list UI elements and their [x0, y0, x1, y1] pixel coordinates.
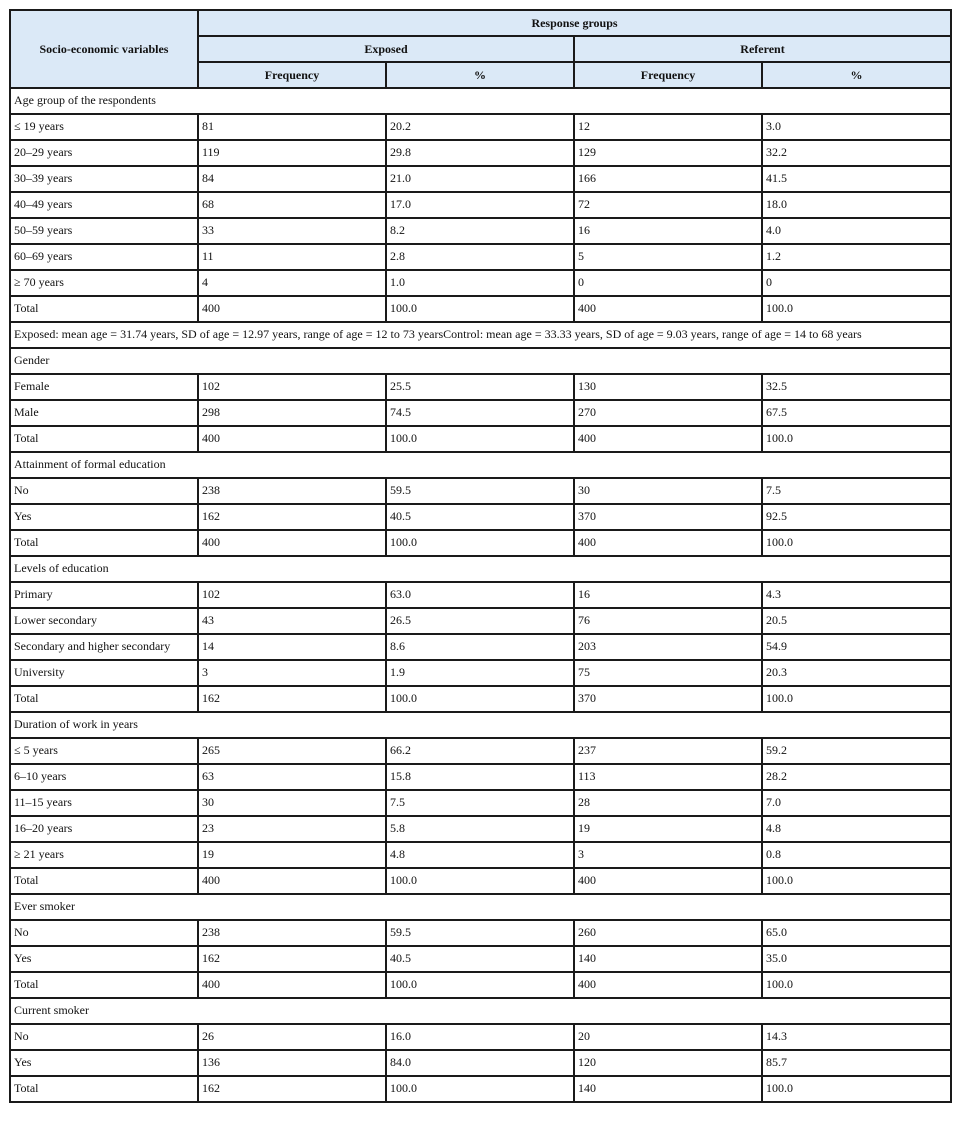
referent-percent-cell: 65.0 — [762, 920, 951, 946]
exposed-frequency-cell: 30 — [198, 790, 386, 816]
exposed-frequency-cell: 43 — [198, 608, 386, 634]
exposed-percent-cell: 66.2 — [386, 738, 574, 764]
table-row — [10, 920, 951, 946]
table-row — [10, 738, 951, 764]
referent-percent-header: % — [762, 62, 951, 88]
exposed-percent-cell: 15.8 — [386, 764, 574, 790]
table-row — [10, 244, 951, 270]
exposed-frequency-cell: 63 — [198, 764, 386, 790]
exposed-frequency-header: Frequency — [198, 62, 386, 88]
table-row — [10, 816, 951, 842]
exposed-frequency-cell: 14 — [198, 634, 386, 660]
section-title-row — [10, 998, 951, 1024]
referent-header: Referent — [574, 36, 951, 62]
referent-percent-cell: 85.7 — [762, 1050, 951, 1076]
row-label: 30–39 years — [10, 166, 198, 192]
table-row — [10, 504, 951, 530]
referent-percent-cell: 100.0 — [762, 972, 951, 998]
exposed-percent-cell: 63.0 — [386, 582, 574, 608]
referent-frequency-cell: 237 — [574, 738, 762, 764]
referent-percent-cell: 18.0 — [762, 192, 951, 218]
referent-frequency-cell: 72 — [574, 192, 762, 218]
exposed-percent-cell: 2.8 — [386, 244, 574, 270]
referent-percent-cell: 100.0 — [762, 1076, 951, 1102]
referent-frequency-cell: 370 — [574, 686, 762, 712]
referent-percent-cell: 32.5 — [762, 374, 951, 400]
table-row — [10, 530, 951, 556]
table-row — [10, 270, 951, 296]
table-body — [10, 88, 951, 1102]
exposed-percent-cell: 5.8 — [386, 816, 574, 842]
table-row — [10, 1024, 951, 1050]
exposed-frequency-cell: 81 — [198, 114, 386, 140]
row-label: 11–15 years — [10, 790, 198, 816]
referent-percent-cell: 1.2 — [762, 244, 951, 270]
section-title-row — [10, 556, 951, 582]
referent-percent-cell: 14.3 — [762, 1024, 951, 1050]
section-title: Ever smoker — [10, 894, 951, 920]
exposed-percent-cell: 21.0 — [386, 166, 574, 192]
exposed-frequency-cell: 102 — [198, 374, 386, 400]
referent-percent-cell: 4.0 — [762, 218, 951, 244]
referent-frequency-cell: 203 — [574, 634, 762, 660]
exposed-percent-cell: 100.0 — [386, 868, 574, 894]
exposed-percent-cell: 74.5 — [386, 400, 574, 426]
table-row — [10, 1076, 951, 1102]
exposed-percent-cell: 59.5 — [386, 920, 574, 946]
referent-percent-cell: 92.5 — [762, 504, 951, 530]
table-row — [10, 972, 951, 998]
referent-frequency-cell: 75 — [574, 660, 762, 686]
exposed-frequency-cell: 19 — [198, 842, 386, 868]
exposed-percent-cell: 1.9 — [386, 660, 574, 686]
exposed-frequency-cell: 136 — [198, 1050, 386, 1076]
response-groups-header: Response groups — [198, 10, 951, 36]
exposed-frequency-cell: 119 — [198, 140, 386, 166]
table-row — [10, 140, 951, 166]
exposed-frequency-cell: 265 — [198, 738, 386, 764]
referent-frequency-cell: 113 — [574, 764, 762, 790]
exposed-frequency-cell: 400 — [198, 530, 386, 556]
section-title: Current smoker — [10, 998, 951, 1024]
exposed-percent-cell: 59.5 — [386, 478, 574, 504]
row-label: Total — [10, 686, 198, 712]
row-label: No — [10, 478, 198, 504]
exposed-frequency-cell: 3 — [198, 660, 386, 686]
referent-percent-cell: 4.8 — [762, 816, 951, 842]
referent-frequency-cell: 19 — [574, 816, 762, 842]
referent-frequency-cell: 3 — [574, 842, 762, 868]
referent-percent-cell: 28.2 — [762, 764, 951, 790]
exposed-percent-cell: 40.5 — [386, 504, 574, 530]
row-label: 50–59 years — [10, 218, 198, 244]
referent-percent-cell: 35.0 — [762, 946, 951, 972]
referent-frequency-cell: 30 — [574, 478, 762, 504]
referent-frequency-cell: 140 — [574, 946, 762, 972]
row-label: Yes — [10, 946, 198, 972]
referent-percent-cell: 54.9 — [762, 634, 951, 660]
referent-percent-cell: 41.5 — [762, 166, 951, 192]
table-header — [10, 10, 951, 88]
referent-frequency-cell: 166 — [574, 166, 762, 192]
table-row — [10, 1050, 951, 1076]
row-label: ≤ 5 years — [10, 738, 198, 764]
table-row — [10, 660, 951, 686]
exposed-frequency-cell: 33 — [198, 218, 386, 244]
referent-percent-cell: 4.3 — [762, 582, 951, 608]
referent-percent-cell: 59.2 — [762, 738, 951, 764]
socio-economic-table — [9, 9, 952, 1103]
referent-frequency-cell: 140 — [574, 1076, 762, 1102]
row-label: Yes — [10, 1050, 198, 1076]
row-label: Primary — [10, 582, 198, 608]
referent-frequency-cell: 400 — [574, 530, 762, 556]
exposed-percent-cell: 25.5 — [386, 374, 574, 400]
exposed-percent-cell: 100.0 — [386, 972, 574, 998]
referent-frequency-header: Frequency — [574, 62, 762, 88]
row-label: University — [10, 660, 198, 686]
row-label: Lower secondary — [10, 608, 198, 634]
referent-percent-cell: 20.5 — [762, 608, 951, 634]
referent-frequency-cell: 76 — [574, 608, 762, 634]
note-row — [10, 322, 951, 348]
table-row — [10, 374, 951, 400]
exposed-percent-cell: 100.0 — [386, 686, 574, 712]
referent-percent-cell: 67.5 — [762, 400, 951, 426]
row-label: Total — [10, 1076, 198, 1102]
row-label: Total — [10, 972, 198, 998]
referent-percent-cell: 3.0 — [762, 114, 951, 140]
referent-frequency-cell: 270 — [574, 400, 762, 426]
row-label: Yes — [10, 504, 198, 530]
section-title: Attainment of formal education — [10, 452, 951, 478]
row-label: No — [10, 920, 198, 946]
exposed-frequency-cell: 238 — [198, 920, 386, 946]
row-label: Female — [10, 374, 198, 400]
table-row — [10, 842, 951, 868]
referent-frequency-cell: 12 — [574, 114, 762, 140]
row-label: Secondary and higher secondary — [10, 634, 198, 660]
exposed-percent-cell: 8.2 — [386, 218, 574, 244]
exposed-percent-cell: 16.0 — [386, 1024, 574, 1050]
exposed-frequency-cell: 400 — [198, 868, 386, 894]
exposed-frequency-cell: 162 — [198, 686, 386, 712]
exposed-percent-cell: 7.5 — [386, 790, 574, 816]
exposed-percent-cell: 100.0 — [386, 530, 574, 556]
exposed-percent-cell: 100.0 — [386, 296, 574, 322]
age-summary-note: Exposed: mean age = 31.74 years, SD of age = 12.97 years, range of age = 12 to 73 yearsControl: mean age = 33.33 years, SD of age = 9.03 years, range of age = 14 to 68 years — [10, 322, 951, 348]
table-row — [10, 946, 951, 972]
referent-frequency-cell: 400 — [574, 426, 762, 452]
exposed-frequency-cell: 162 — [198, 504, 386, 530]
referent-percent-cell: 32.2 — [762, 140, 951, 166]
row-label: No — [10, 1024, 198, 1050]
row-label: ≥ 21 years — [10, 842, 198, 868]
table-row — [10, 764, 951, 790]
exposed-percent-cell: 100.0 — [386, 426, 574, 452]
exposed-frequency-cell: 238 — [198, 478, 386, 504]
referent-frequency-cell: 0 — [574, 270, 762, 296]
table-row — [10, 426, 951, 452]
section-title: Gender — [10, 348, 951, 374]
exposed-frequency-cell: 26 — [198, 1024, 386, 1050]
section-title-row — [10, 452, 951, 478]
exposed-frequency-cell: 23 — [198, 816, 386, 842]
exposed-frequency-cell: 84 — [198, 166, 386, 192]
row-label: ≤ 19 years — [10, 114, 198, 140]
referent-frequency-cell: 120 — [574, 1050, 762, 1076]
exposed-frequency-cell: 298 — [198, 400, 386, 426]
table-row — [10, 114, 951, 140]
referent-percent-cell: 100.0 — [762, 868, 951, 894]
referent-frequency-cell: 400 — [574, 868, 762, 894]
referent-frequency-cell: 16 — [574, 218, 762, 244]
exposed-header: Exposed — [198, 36, 574, 62]
table-row — [10, 218, 951, 244]
referent-percent-cell: 7.5 — [762, 478, 951, 504]
referent-frequency-cell: 28 — [574, 790, 762, 816]
table-row — [10, 192, 951, 218]
row-label: 40–49 years — [10, 192, 198, 218]
referent-percent-cell: 7.0 — [762, 790, 951, 816]
section-title: Age group of the respondents — [10, 88, 951, 114]
row-label: Total — [10, 530, 198, 556]
referent-percent-cell: 20.3 — [762, 660, 951, 686]
table-row — [10, 478, 951, 504]
table-row — [10, 166, 951, 192]
referent-frequency-cell: 129 — [574, 140, 762, 166]
row-label: 6–10 years — [10, 764, 198, 790]
exposed-frequency-cell: 68 — [198, 192, 386, 218]
referent-percent-cell: 100.0 — [762, 426, 951, 452]
section-title: Levels of education — [10, 556, 951, 582]
exposed-frequency-cell: 400 — [198, 426, 386, 452]
exposed-percent-cell: 8.6 — [386, 634, 574, 660]
row-label: 20–29 years — [10, 140, 198, 166]
exposed-percent-cell: 40.5 — [386, 946, 574, 972]
table-row — [10, 296, 951, 322]
table-row — [10, 868, 951, 894]
referent-percent-cell: 100.0 — [762, 686, 951, 712]
table-row — [10, 686, 951, 712]
referent-percent-cell: 0 — [762, 270, 951, 296]
exposed-frequency-cell: 11 — [198, 244, 386, 270]
exposed-percent-cell: 20.2 — [386, 114, 574, 140]
table-row — [10, 790, 951, 816]
table-row — [10, 400, 951, 426]
referent-frequency-cell: 260 — [574, 920, 762, 946]
referent-percent-cell: 0.8 — [762, 842, 951, 868]
exposed-percent-cell: 1.0 — [386, 270, 574, 296]
section-title-row — [10, 894, 951, 920]
row-label: Total — [10, 296, 198, 322]
row-label: 60–69 years — [10, 244, 198, 270]
referent-frequency-cell: 400 — [574, 972, 762, 998]
referent-percent-cell: 100.0 — [762, 530, 951, 556]
exposed-frequency-cell: 400 — [198, 296, 386, 322]
exposed-frequency-cell: 162 — [198, 946, 386, 972]
exposed-frequency-cell: 4 — [198, 270, 386, 296]
exposed-percent-cell: 100.0 — [386, 1076, 574, 1102]
exposed-percent-cell: 84.0 — [386, 1050, 574, 1076]
referent-frequency-cell: 400 — [574, 296, 762, 322]
section-title-row — [10, 712, 951, 738]
exposed-frequency-cell: 102 — [198, 582, 386, 608]
section-title-row — [10, 348, 951, 374]
row-label: Male — [10, 400, 198, 426]
row-label: Total — [10, 426, 198, 452]
exposed-percent-cell: 26.5 — [386, 608, 574, 634]
table-row — [10, 634, 951, 660]
exposed-percent-cell: 17.0 — [386, 192, 574, 218]
table-row — [10, 608, 951, 634]
variables-header: Socio-economic variables — [10, 10, 198, 88]
referent-percent-cell: 100.0 — [762, 296, 951, 322]
row-label: Total — [10, 868, 198, 894]
referent-frequency-cell: 20 — [574, 1024, 762, 1050]
exposed-percent-header: % — [386, 62, 574, 88]
referent-frequency-cell: 5 — [574, 244, 762, 270]
row-label: 16–20 years — [10, 816, 198, 842]
row-label: ≥ 70 years — [10, 270, 198, 296]
exposed-frequency-cell: 162 — [198, 1076, 386, 1102]
referent-frequency-cell: 130 — [574, 374, 762, 400]
table-row — [10, 582, 951, 608]
exposed-percent-cell: 29.8 — [386, 140, 574, 166]
referent-frequency-cell: 16 — [574, 582, 762, 608]
section-title: Duration of work in years — [10, 712, 951, 738]
exposed-percent-cell: 4.8 — [386, 842, 574, 868]
referent-frequency-cell: 370 — [574, 504, 762, 530]
exposed-frequency-cell: 400 — [198, 972, 386, 998]
section-title-row — [10, 88, 951, 114]
